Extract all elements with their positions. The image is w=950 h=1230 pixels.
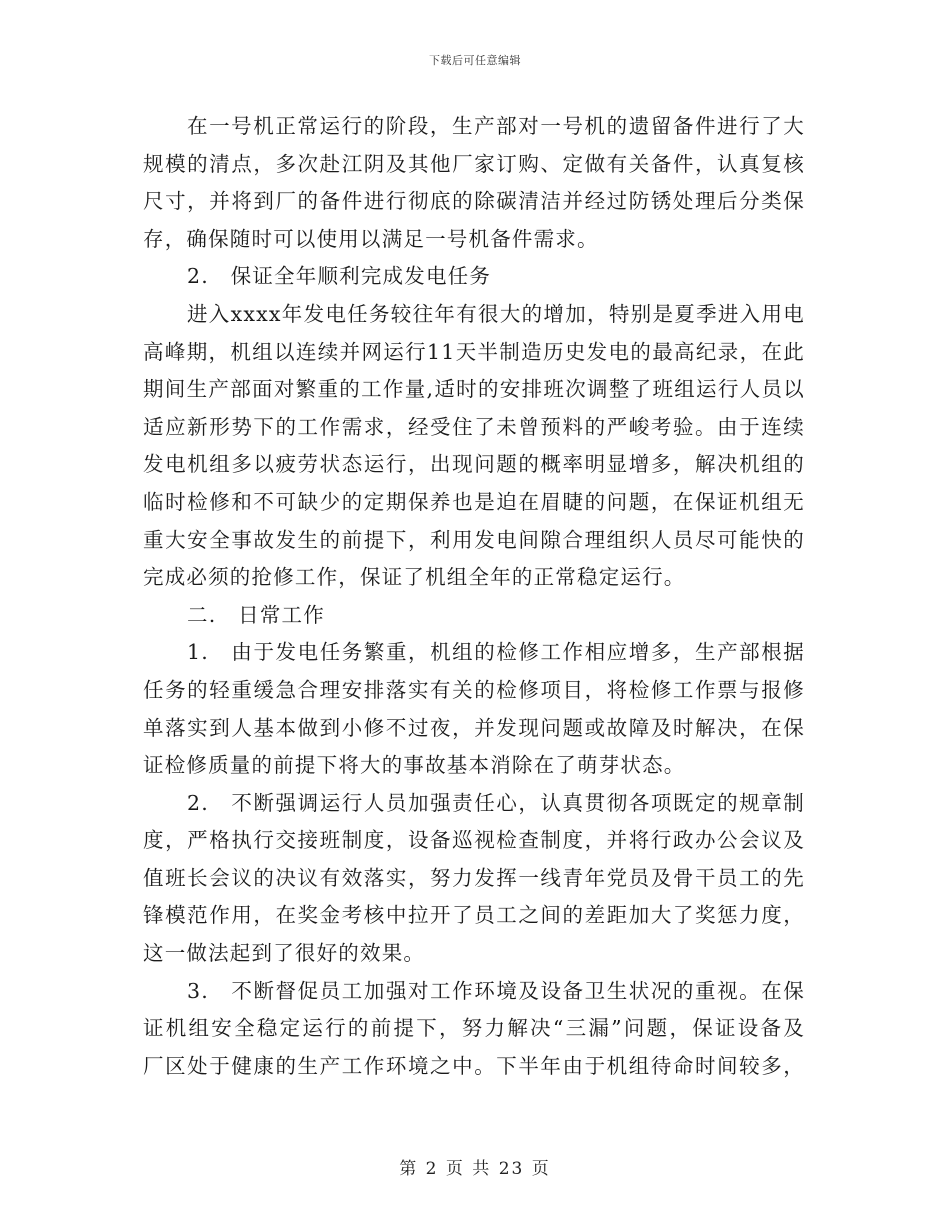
paragraph-line: 证机组安全稳定运行的前提下，努力解决“三漏”问题，保证设备及	[143, 1016, 805, 1041]
paragraph-line: 重大安全事故发生的前提下，利用发电间隙合理组织人员尽可能快的	[143, 527, 805, 552]
paragraph-line: 3. 不断督促员工加强对工作环境及设备卫生状况的重视。在保	[187, 978, 805, 1003]
page-header: 下载后可任意编辑	[429, 54, 521, 67]
document-body	[143, 108, 805, 1085]
paragraph-line: 这一做法起到了很好的效果。	[143, 941, 426, 966]
paragraph-line: 2. 不断强调运行人员加强责任心，认真贯彻各项既定的规章制	[187, 790, 805, 815]
paragraph-line: 度，严格执行交接班制度，设备巡视检查制度，并将行政办公会议及	[143, 828, 805, 853]
paragraph-line: 规模的清点，多次赴江阴及其他厂家订购、定做有关备件，认真复核	[143, 151, 805, 176]
paragraph-line: 存，确保随时可以使用以满足一号机备件需求。	[143, 226, 599, 251]
paragraph-line: 厂区处于健康的生产工作环境之中。下半年由于机组待命时间较多，	[143, 1053, 805, 1078]
paragraph-line: 临时检修和不可缺少的定期保养也是迫在眉睫的问题，在保证机组无	[143, 489, 805, 514]
paragraph-line: 1. 由于发电任务繁重，机组的检修工作相应增多，生产部根据	[187, 640, 805, 665]
paragraph-line: 尺寸，并将到厂的备件进行彻底的除碳清洁并经过防锈处理后分类保	[143, 189, 805, 214]
section-heading: 二. 日常工作	[187, 602, 325, 627]
paragraph-line: 单落实到人基本做到小修不过夜，并发现问题或故障及时解决，在保	[143, 715, 805, 740]
paragraph-line: 在一号机正常运行的阶段，生产部对一号机的遗留备件进行了大	[187, 114, 805, 138]
paragraph-line: 高峰期，机组以连续并网运行11天半制造历史发电的最高纪录，在此	[143, 339, 805, 364]
paragraph-line: 证检修质量的前提下将大的事故基本消除在了萌芽状态。	[143, 753, 686, 778]
paragraph-line: 适应新形势下的工作需求，经受住了未曾预料的严峻考验。由于连续	[143, 414, 805, 439]
subsection-heading: 2. 保证全年顺利完成发电任务	[187, 264, 492, 289]
paragraph-line: 发电机组多以疲劳状态运行，出现问题的概率明显增多，解决机组的	[143, 452, 805, 477]
paragraph-line: 完成必须的抢修工作，保证了机组全年的正常稳定运行。	[143, 565, 686, 590]
paragraph-line: 任务的轻重缓急合理安排落实有关的检修项目，将检修工作票与报修	[143, 677, 805, 702]
page-number-footer: 第 2 页 共 23 页	[399, 1159, 551, 1179]
paragraph-line: 值班长会议的决议有效落实，努力发挥一线青年党员及骨干员工的先	[143, 865, 805, 890]
paragraph-line: 进入xxxx年发电任务较往年有很大的增加，特别是夏季进入用电	[187, 301, 805, 326]
paragraph-line: 期间生产部面对繁重的工作量,适时的安排班次调整了班组运行人员以	[143, 377, 805, 402]
paragraph-line: 锋模范作用，在奖金考核中拉开了员工之间的差距加大了奖惩力度，	[143, 903, 805, 928]
